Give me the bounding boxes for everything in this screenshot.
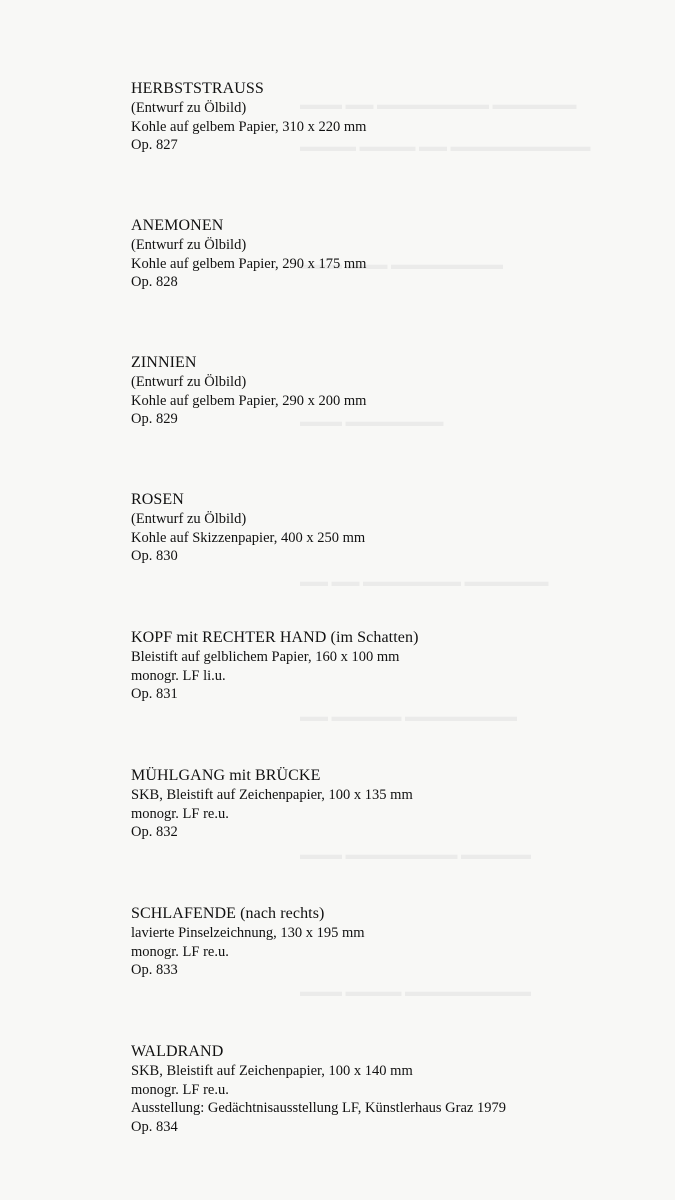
catalog-entry (131, 904, 651, 980)
catalog-entry (131, 766, 651, 842)
entry-title: ROSEN (131, 491, 184, 508)
entry-technique: SKB, Bleistift auf Zeichenpapier, 100 x 140 mm (131, 1063, 413, 1079)
catalog-entry (131, 216, 651, 292)
catalog-entry (131, 628, 651, 704)
entry-title: HERBSTSTRAUSS (131, 80, 264, 97)
entry-title: ZINNIEN (131, 354, 197, 371)
entry-opus: Op. 833 (131, 962, 178, 978)
entry-opus: Op. 830 (131, 548, 178, 564)
show-through-text: ▬▬▬▬▬▬ ▬▬▬▬▬▬▬▬ ▬▬ ▬▬▬ (300, 98, 577, 113)
entry-note: (Entwurf zu Ölbild) (131, 374, 247, 390)
entry-title: KOPF mit RECHTER HAND (im Schatten) (131, 629, 419, 646)
entry-title: SCHLAFENDE (nach rechts) (131, 905, 325, 922)
show-through-text: ▬▬▬▬▬▬ ▬▬▬▬▬▬▬ ▬▬ ▬▬ (300, 575, 549, 590)
entry-title: ANEMONEN (131, 217, 224, 234)
entry-monogram: monogr. LF re.u. (131, 943, 229, 960)
entry-opus: Op. 828 (131, 274, 178, 290)
show-through-text: ▬▬▬▬▬▬▬ ▬▬▬ (300, 415, 444, 430)
entry-technique: Bleistift auf gelblichem Papier, 160 x 100 mm (131, 649, 400, 665)
entry-monogram: monogr. LF li.u. (131, 667, 226, 684)
entry-opus: Op. 831 (131, 686, 178, 702)
show-through-text: ▬▬▬▬▬▬▬▬ ▬▬▬▬▬ ▬▬ (300, 710, 517, 725)
catalog-entry (131, 490, 651, 566)
entry-opus: Op. 832 (131, 824, 178, 840)
entry-exhibition: Ausstellung: Gedächtnisausstellung LF, Künstlerhaus Graz 1979 (131, 1100, 506, 1116)
catalog-entry (131, 79, 651, 155)
entry-opus: Op. 834 (131, 1118, 178, 1135)
entry-note: (Entwurf zu Ölbild) (131, 237, 247, 253)
entry-technique: Kohle auf Skizzenpapier, 400 x 250 mm (131, 529, 366, 546)
entry-opus: Op. 829 (131, 411, 178, 427)
show-through-text: ▬▬▬▬▬▬▬▬▬ ▬▬▬▬ ▬▬▬ (300, 985, 531, 1000)
catalog-entry (131, 1042, 651, 1136)
entry-title: WALDRAND (131, 1043, 224, 1060)
entry-technique: Kohle auf gelbem Papier, 290 x 175 mm (131, 255, 367, 272)
entry-technique: SKB, Bleistift auf Zeichenpapier, 100 x 135 mm (131, 787, 413, 803)
catalog-entry (131, 353, 651, 429)
show-through-text: ▬▬▬▬▬ ▬▬▬▬▬▬▬▬ ▬▬▬ (300, 848, 531, 863)
show-through-text: ▬▬▬▬▬▬▬▬ ▬▬▬ ▬▬▬ (300, 258, 503, 273)
entry-note: (Entwurf zu Ölbild) (131, 511, 247, 527)
entry-technique: lavierte Pinselzeichnung, 130 x 195 mm (131, 925, 365, 941)
entry-title: MÜHLGANG mit BRÜCKE (131, 767, 321, 784)
entry-monogram: monogr. LF re.u. (131, 1081, 229, 1098)
entry-technique: Kohle auf gelbem Papier, 310 x 220 mm (131, 118, 367, 135)
entry-opus: Op. 827 (131, 137, 178, 153)
entry-note: (Entwurf zu Ölbild) (131, 100, 247, 116)
show-through-text: ▬▬▬▬▬▬▬▬▬▬ ▬▬ ▬▬▬▬ ▬▬▬▬ (300, 140, 591, 155)
entry-technique: Kohle auf gelbem Papier, 290 x 200 mm (131, 392, 367, 409)
entry-monogram: monogr. LF re.u. (131, 805, 229, 822)
